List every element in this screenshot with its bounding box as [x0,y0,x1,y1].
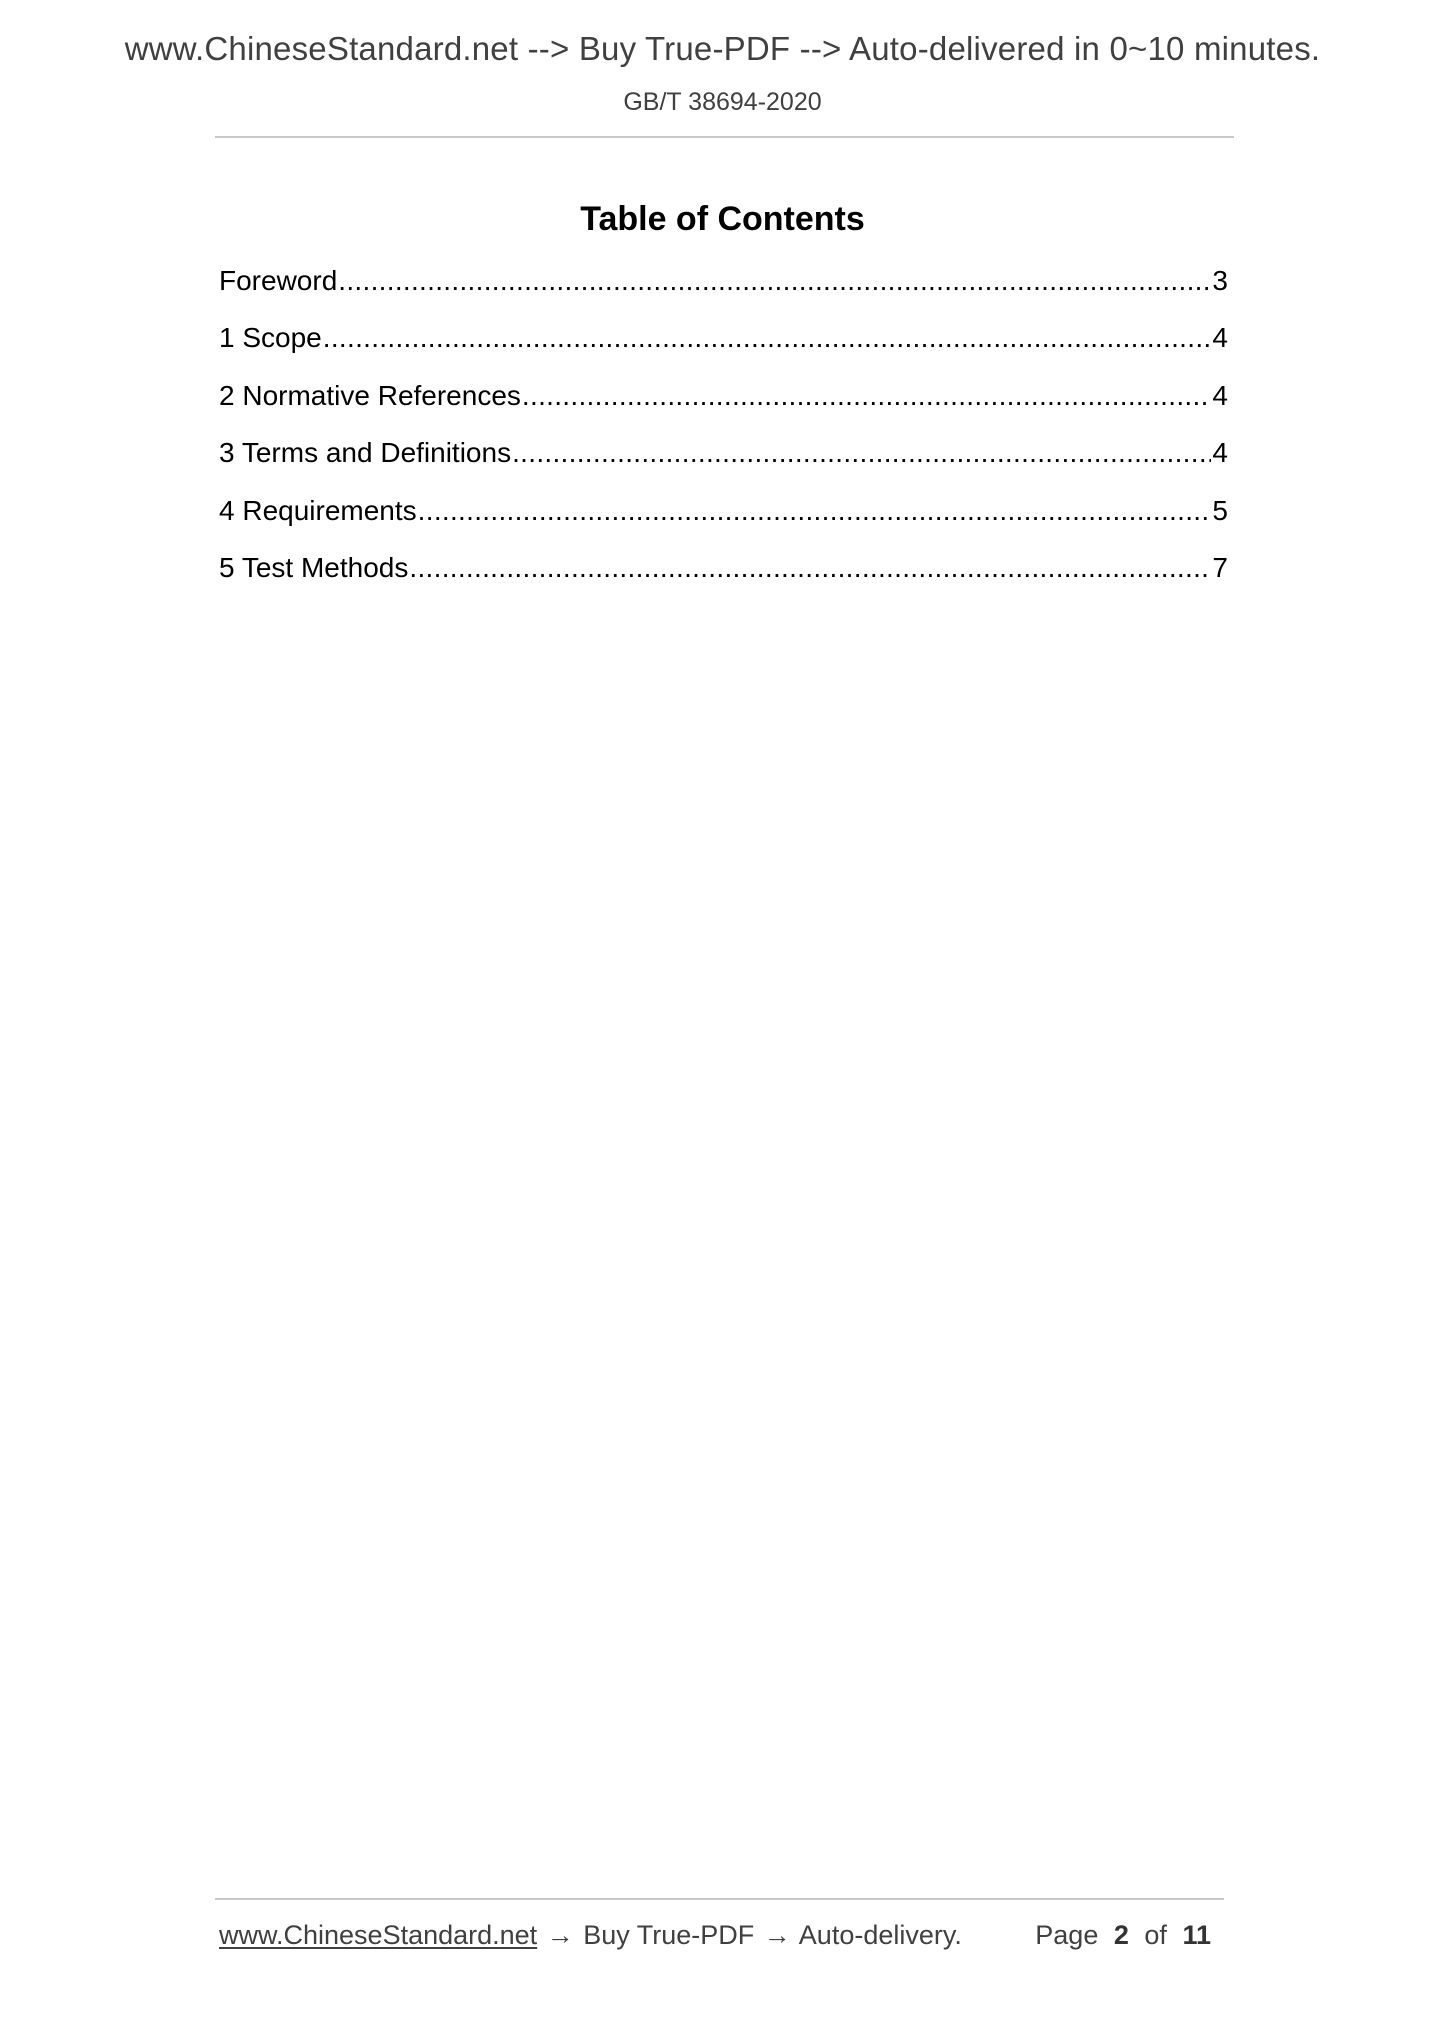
header-banner: www.ChineseStandard.net --> Buy True-PDF --> Auto-delivered in 0~10 minutes. [124,30,1321,67]
toc-entry-requirements[interactable] [219,495,1228,552]
page-word: Page [1035,1920,1099,1950]
toc-entry-page: 7 [1212,551,1228,583]
toc-leader-dots [323,322,1212,354]
toc-entry-page: 4 [1212,322,1228,354]
toc-entry-terms-and-definitions[interactable] [219,437,1228,494]
footer-delivery-text: Auto-delivery. [798,1920,962,1950]
toc-entry-label: Foreword [219,265,338,296]
current-page-number: 2 [1113,1920,1129,1950]
toc-leader-dots [338,265,1211,297]
document-code: GB/T 38694-2020 [623,88,822,116]
of-word: of [1144,1920,1167,1950]
toc-entry-page: 4 [1212,379,1228,411]
toc-entry-label: 5 Test Methods [219,551,409,583]
footer-buy-text: Buy True-PDF [583,1920,755,1950]
total-page-number: 11 [1182,1920,1211,1950]
toc-entry-normative-references[interactable] [219,380,1228,437]
toc-entry-page: 5 [1212,494,1228,526]
toc-leader-dots [409,552,1211,584]
toc-entry-foreword[interactable] [219,265,1228,322]
header-divider [215,136,1234,138]
toc-entry-page: 4 [1212,437,1228,469]
footer-divider [215,1898,1224,1900]
table-of-contents [219,265,1228,609]
page-counter [1035,1920,1219,1951]
toc-entry-label: 2 Normative References [219,379,521,411]
toc-entry-test-methods[interactable] [219,552,1228,609]
toc-leader-dots [418,495,1212,527]
toc-entry-page: 3 [1212,265,1228,296]
footer-site-link[interactable]: www.ChineseStandard.net [219,1920,538,1950]
toc-entry-label: 4 Requirements [219,494,417,526]
toc-title: Table of Contents [580,200,865,238]
toc-entry-label: 1 Scope [219,322,322,354]
footer [219,1920,1224,1951]
toc-entry-label: 3 Terms and Definitions [219,437,512,469]
toc-entry-scope[interactable] [219,322,1228,379]
toc-leader-dots [522,380,1212,412]
right-arrow-icon: → [546,1920,574,1950]
right-arrow-icon: → [763,1920,791,1950]
toc-leader-dots [512,437,1211,469]
